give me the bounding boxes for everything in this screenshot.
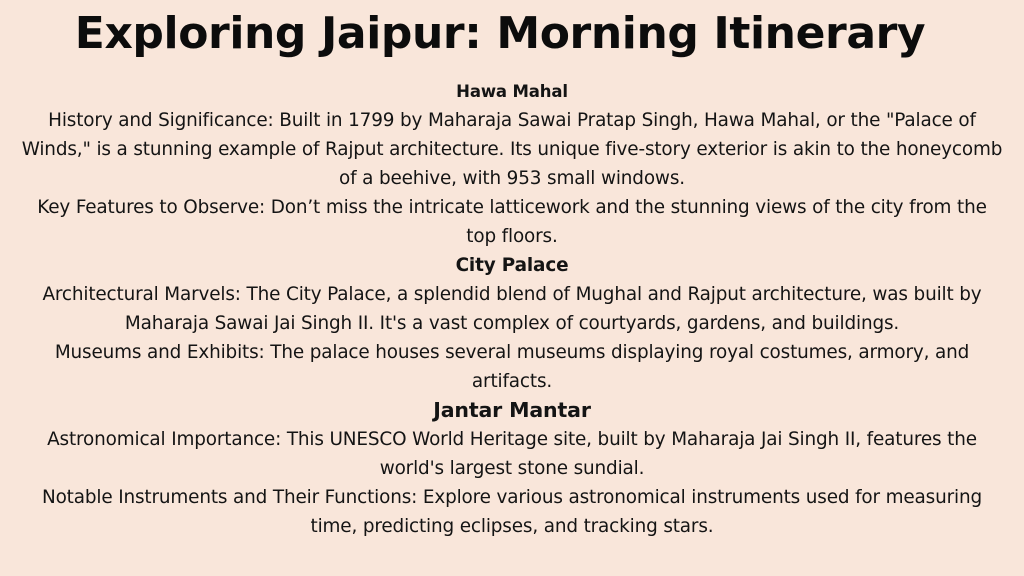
itinerary-content: [20, 77, 1004, 541]
section-paragraph: Key Features to Observe: Don’t miss the intricate latticework and the stunning views of the city from the top floors.: [37, 197, 987, 247]
section-paragraph: Astronomical Importance: This UNESCO World Heritage site, built by Maharaja Jai Singh II, features the world's largest stone sundial.: [47, 429, 977, 479]
section-paragraph: Architectural Marvels: The City Palace, a splendid blend of Mughal and Rajput architecture, was built by Maharaja Sawai Jai Singh II. It's a vast complex of courtyards, gardens, and buildings.: [42, 284, 982, 334]
section-hawa-mahal: [20, 77, 1004, 251]
section-heading: City Palace: [455, 255, 569, 276]
page-title: Exploring Jaipur: Morning Itinerary: [74, 8, 926, 59]
section-city-palace: [20, 251, 1004, 396]
section-heading: Hawa Mahal: [456, 82, 568, 101]
section-jantar-mantar: [20, 396, 1004, 541]
section-paragraph: History and Significance: Built in 1799 by Maharaja Sawai Pratap Singh, Hawa Mahal, or the "Palace of Winds," is a stunning example of Rajput architecture. Its unique five-story exterior is akin to the honeycomb of a beehive, with 953 small windows.: [21, 110, 1003, 189]
section-paragraph: Notable Instruments and Their Functions: Explore various astronomical instruments used for measuring time, predicting eclipses, and tracking stars.: [41, 487, 983, 537]
section-paragraph: Museums and Exhibits: The palace houses several museums displaying royal costumes, armory, and artifacts.: [54, 342, 970, 392]
section-heading: Jantar Mantar: [433, 398, 591, 422]
